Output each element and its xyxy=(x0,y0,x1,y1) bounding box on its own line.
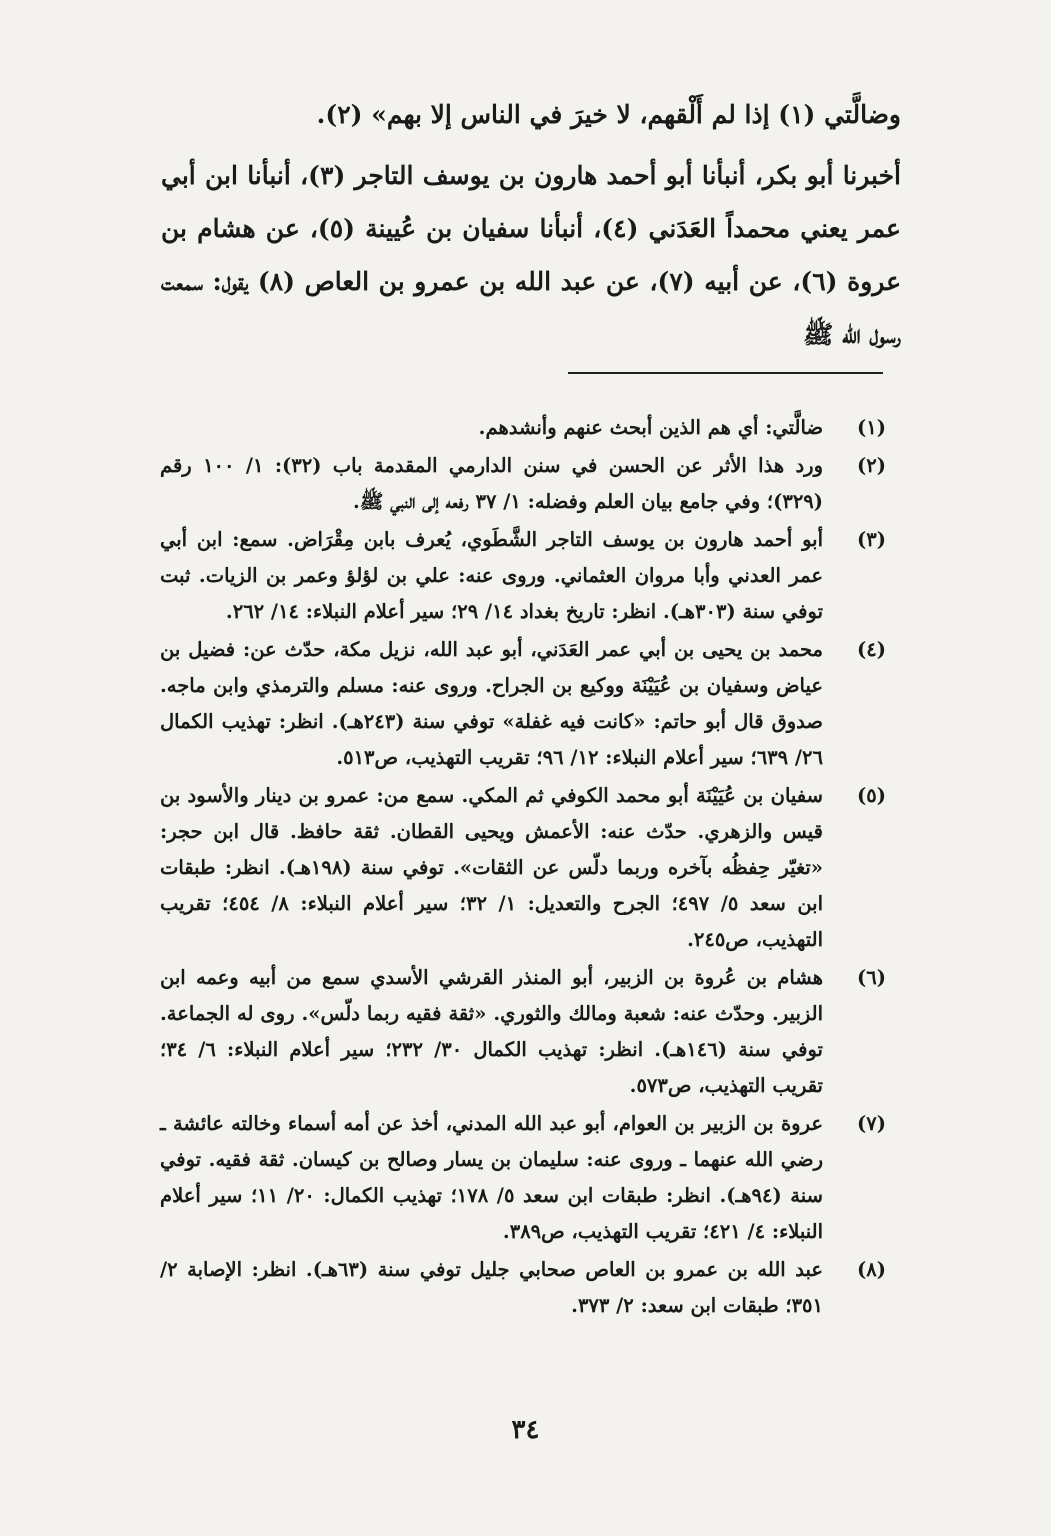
footnote-1 xyxy=(160,410,886,446)
footnote-text: عبد الله بن عمرو بن العاص صحابي جليل توفي سنة (٦٣هـ). انظر: الإصابة ٢/ ٣٥١؛ طبقات ابن سعد: ٢/ ٣٧٣. xyxy=(160,1258,823,1317)
footnote-8 xyxy=(160,1252,886,1324)
footnote-number: (٨) xyxy=(857,1258,886,1281)
footnote-number: (٣) xyxy=(857,528,886,551)
footnote-5 xyxy=(160,778,886,958)
footnote-7 xyxy=(160,1106,886,1250)
footnotes xyxy=(160,410,886,1326)
main-paragraph-1: وضالَّتي (١) إذا لم أَلْقهم، لا خيرَ في الناس إلا بهم» (٢). xyxy=(316,100,901,129)
footnote-text: سفيان بن عُيَيْنَة أبو محمد الكوفي ثم المكي. سمع من: عمرو بن دينار والأسود بن قيس والزهري. حدّث عنه: الأعمش ويحيى القطان. ثقة حافظ. قال ابن حجر: «تغيّر حِفظُه بآخره وربما دلّس عن الثقات». توفي سنة (١٩٨هـ). انظر: طبقات ابن سعد ٥/ ٤٩٧؛ الجرح والتعديل: ١/ ٣٢؛ سير أعلام النبلاء: ٨/ ٤٥٤؛ تقريب التهذيب، ص٢٤٥. xyxy=(160,784,824,951)
footnote-number: (٤) xyxy=(857,638,886,661)
footnote-divider xyxy=(568,372,883,374)
footnote-text: ضالَّتي: أي هم الذين أبحث عنهم وأنشدهم. xyxy=(478,416,823,439)
footnote-text: أبو أحمد هارون بن يوسف التاجر الشَّطَوي، يُعرف بابن مِقْرَاض. سمع: ابن أبي عمر العدني وأبا مروان العثماني. وروى عنه: علي بن لؤلؤ وعمر بن الزيات. ثبت توفي سنة (٣٠٣هـ). انظر: تاريخ بغداد ١٤/ ٢٩؛ سير أعلام النبلاء: ١٤/ ٢٦٢. xyxy=(160,528,823,623)
footnote-text: محمد بن يحيى بن أبي عمر العَدَني، أبو عبد الله، نزيل مكة، حدّث عن: فضيل بن عياض وسفيان بن عُيَيْنَة ووكيع بن الجراح. وروى عنه: مسلم والترمذي وابن ماجه. صدوق قال أبو حاتم: «كانت فيه غفلة» توفي سنة (٢٤٣هـ). انظر: تهذيب الكمال ٢٦/ ٦٣٩؛ سير أعلام النبلاء: ١٢/ ٩٦؛ تقريب التهذيب، ص٥١٣. xyxy=(160,638,823,769)
footnote-number: (٧) xyxy=(857,1112,886,1135)
footnote-3 xyxy=(160,522,886,630)
footnote-text: هشام بن عُروة بن الزبير، أبو المنذر القرشي الأسدي سمع من أبيه وعمه ابن الزبير. وحدّث عنه: شعبة ومالك والثوري. «ثقة فقيه ربما دلّس». روى له الجماعة. توفي سنة (١٤٦هـ). انظر: تهذيب الكمال ٣٠/ ٢٣٢؛ سير أعلام النبلاء: ٦/ ٣٤؛ تقريب التهذيب، ص٥٧٣. xyxy=(160,966,823,1097)
page-number: ٣٤ xyxy=(511,1415,540,1445)
footnote-text: عروة بن الزبير بن العوام، أبو عبد الله المدني، أخذ عن أمه أسماء وخالته عائشة ـ رضي الله عنهما ـ وروى عنه: سليمان بن يسار وصالح بن كيسان. ثقة فقيه. توفي سنة (٩٤هـ). انظر: طبقات ابن سعد ٥/ ١٧٨؛ تهذيب الكمال: ٢٠/ ١١؛ سير أعلام النبلاء: ٤/ ٤٢١؛ تقريب التهذيب، ص٣٨٩. xyxy=(160,1112,823,1243)
main-text xyxy=(161,88,901,361)
footnote-text: ورد هذا الأثر عن الحسن في سنن الدارمي المقدمة باب (٣٢): ١/ ١٠٠ رقم (٣٢٩)؛ وفي جامع بيان العلم وفضله: ١/ ٣٧ رفعه إلى النبي ﷺ. xyxy=(160,454,823,513)
main-paragraph-2: أخبرنا أبو بكر، أنبأنا أبو أحمد هارون بن يوسف التاجر (٣)، أنبأنا ابن أبي عمر يعني محمداً العَدَني (٤)، أنبأنا سفيان بن عُيينة (٥)، عن هشام بن عروة (٦)، عن أبيه (٧)، عن عبد الله بن عمرو بن العاص (٨) يقول: سمعت رسول الله ﷺ xyxy=(161,161,902,349)
footnote-4 xyxy=(160,632,886,776)
footnote-6 xyxy=(160,960,886,1104)
footnote-number: (٦) xyxy=(857,966,886,989)
footnote-number: (١) xyxy=(857,416,886,439)
footnote-number: (٥) xyxy=(857,784,886,807)
footnote-2 xyxy=(160,448,886,520)
footnote-number: (٢) xyxy=(857,454,886,477)
